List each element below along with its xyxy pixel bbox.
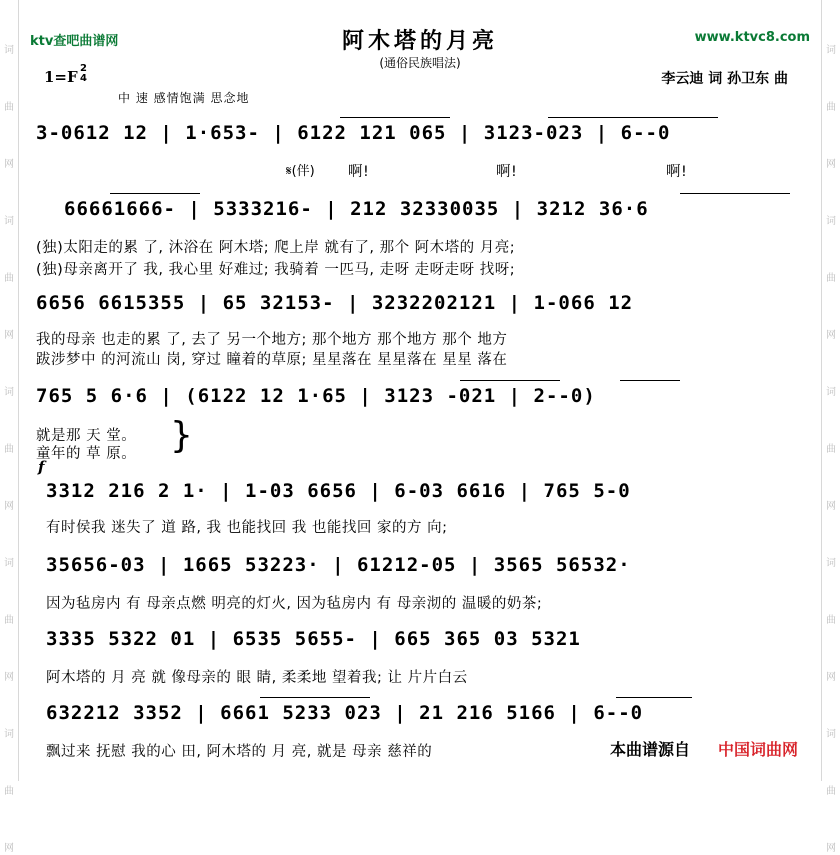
watermark-text: 网 <box>826 159 836 170</box>
left-watermark-strip <box>0 0 19 854</box>
score-line-4: 765 5 6·6 | (6122 12 1·65 | 3123 -021 | 2--0) <box>36 385 596 407</box>
watermark-text: 词 <box>826 45 836 56</box>
watermark-text: 词 <box>4 45 14 56</box>
lyric-verse-1b: 我的母亲 也走的累 了, 去了 另一个地方; 那个地方 那个地方 那个 地方 <box>36 332 508 348</box>
source-site-link[interactable]: 中国词曲网 <box>718 740 799 759</box>
right-watermark-strip <box>821 0 840 854</box>
watermark-text: 词 <box>4 558 14 569</box>
score-line-2: 66661666- | 5333216- | 212 32330035 | 3212 36·6 <box>64 198 649 220</box>
lyric-chorus-2: 因为毡房内 有 母亲点燃 明亮的灯火, 因为毡房内 有 母亲沏的 温暖的奶茶; <box>46 596 543 612</box>
song-subtitle: (通俗民族唱法) <box>379 56 461 70</box>
watermark-text: 词 <box>4 387 14 398</box>
key-signature: 1=F <box>44 68 78 86</box>
score-line-1: 3-0612 12 | 1·653- | 6122 121 065 | 3123-023 | 6--0 <box>36 122 671 144</box>
watermark-text: 词 <box>4 729 14 740</box>
watermark-text: 曲 <box>4 444 14 455</box>
watermark-text: 曲 <box>826 786 836 797</box>
watermark-text: 网 <box>4 159 14 170</box>
dynamic-forte: f <box>38 458 45 476</box>
watermark-text: 词 <box>826 387 836 398</box>
slur-line <box>260 697 370 698</box>
credits: 李云迪 词 孙卫东 曲 <box>661 71 788 87</box>
slur-line <box>548 117 718 118</box>
watermark-text: 曲 <box>4 273 14 284</box>
watermark-text: 曲 <box>4 102 14 113</box>
time-signature <box>80 64 87 84</box>
watermark-text: 网 <box>4 843 14 854</box>
interlude-cry: 啊! <box>348 164 370 180</box>
lyric-chorus-1: 有时侯我 迷失了 道 路, 我 也能找回 我 也能找回 家的方 向; <box>46 520 448 536</box>
lyric-verse-1c: 就是那 天 堂。 <box>36 428 137 444</box>
watermark-text: 词 <box>826 729 836 740</box>
watermark-text: 网 <box>4 330 14 341</box>
score-line-6: 35656-03 | 1665 53223· | 61212-05 | 3565 56532· <box>46 554 631 576</box>
segno-mark: 𝄋(伴) <box>286 164 315 179</box>
watermark-text: 网 <box>826 330 836 341</box>
watermark-text: 网 <box>826 501 836 512</box>
watermark-text: 网 <box>4 672 14 683</box>
lyric-chorus-3: 阿木塔的 月 亮 就 像母亲的 眼 睛, 柔柔地 望着我; 让 片片白云 <box>46 670 468 686</box>
time-bottom: 4 <box>80 73 87 84</box>
slur-line <box>460 380 560 381</box>
watermark-text: 词 <box>826 558 836 569</box>
lyric-verse-2b: 跋涉梦中 的河流山 岗, 穿过 瞳着的草原; 星星落在 星星落在 星星 落在 <box>36 352 508 368</box>
watermark-text: 网 <box>826 843 836 854</box>
watermark-text: 网 <box>4 501 14 512</box>
watermark-text: 曲 <box>826 273 836 284</box>
watermark-text: 词 <box>826 216 836 227</box>
source-label: 本曲谱源自 <box>610 740 691 759</box>
verse-brace: } <box>170 415 193 456</box>
slur-line <box>616 697 692 698</box>
site-logo-left: ktv查吧曲谱网 <box>30 34 119 49</box>
watermark-text: 曲 <box>826 615 836 626</box>
song-title: 阿木塔的月亮 <box>341 29 498 54</box>
watermark-text: 曲 <box>826 444 836 455</box>
watermark-text: 曲 <box>4 786 14 797</box>
watermark-text: 网 <box>826 672 836 683</box>
site-url-right: www.ktvc8.com <box>694 30 810 45</box>
score-line-5: 3312 216 2 1· | 1-03 6656 | 6-03 6616 | 765 5-0 <box>46 480 631 502</box>
slur-line <box>340 117 450 118</box>
lyric-verse-2a: (独)母亲离开了 我, 我心里 好难过; 我骑着 一匹马, 走呀 走呀走呀 找呀; <box>36 262 516 278</box>
score-line-8: 632212 3352 | 6661 5233 023 | 21 216 5166 | 6--0 <box>46 702 644 724</box>
watermark-text: 曲 <box>826 102 836 113</box>
lyric-chorus-4: 飘过来 抚慰 我的心 田, 阿木塔的 月 亮, 就是 母亲 慈祥的 <box>46 744 433 760</box>
score-line-7: 3335 5322 01 | 6535 5655- | 665 365 03 5321 <box>46 628 581 650</box>
tempo-marking: 中 速 感情饱满 思念地 <box>118 91 250 105</box>
slur-line <box>110 193 200 194</box>
lyric-verse-2c: 童年的 草 原。 <box>36 446 137 462</box>
interlude-cry: 啊! <box>496 164 518 180</box>
time-top: 2 <box>80 63 87 74</box>
slur-line <box>620 380 680 381</box>
watermark-text: 曲 <box>4 615 14 626</box>
interlude-cry: 啊! <box>666 164 688 180</box>
lyric-verse-1a: (独)太阳走的累 了, 沐浴在 阿木塔; 爬上岸 就有了, 那个 阿木塔的 月亮; <box>36 240 516 256</box>
score-line-3: 6656 6615355 | 65 32153- | 3232202121 | 1-066 12 <box>36 292 634 314</box>
slur-line <box>680 193 790 194</box>
watermark-text: 词 <box>4 216 14 227</box>
